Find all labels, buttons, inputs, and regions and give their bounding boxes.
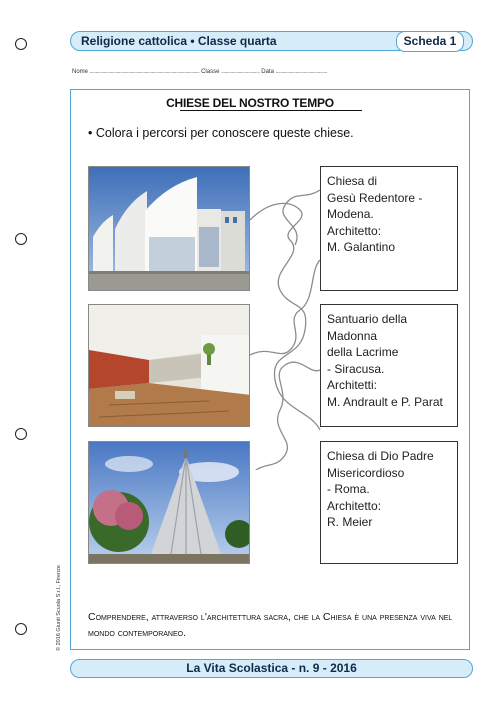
church-info-box — [320, 441, 458, 564]
binder-hole — [15, 38, 27, 50]
binder-hole — [15, 428, 27, 440]
info-line: - Siracusa. — [327, 361, 385, 376]
info-line: Architetto: — [327, 223, 382, 238]
info-line: Madonna — [327, 328, 378, 343]
info-line: Misericordioso — [327, 465, 405, 480]
sanctuary-cone-photo — [88, 441, 250, 564]
footer-bar: La Vita Scolastica - n. 9 - 2016 — [70, 659, 473, 678]
header-bar — [70, 31, 473, 51]
info-line: Gesù Redentore - — [327, 190, 423, 205]
info-line: Architetti: — [327, 378, 378, 392]
church-jubilee-photo — [88, 166, 250, 291]
name-label: Nome — [72, 69, 89, 75]
info-line: Santuario della — [327, 312, 408, 326]
church-info-box — [320, 304, 458, 427]
sheet-badge: Scheda 1 — [396, 31, 464, 52]
page-title: CHIESE DEL NOSTRO TEMPO — [166, 96, 334, 110]
student-fields: Nome .............................................................................................. Classe ................................. Data ............................................ — [72, 69, 327, 75]
subject-title: Religione cattolica • Classe quarta — [81, 34, 277, 48]
info-line: Architetto: — [327, 498, 382, 513]
info-line: M. Andrault e P. Parat — [327, 394, 443, 409]
learning-objective: Comprendere, attraverso l'architettura sacra, che la Chiesa è una presenza viva nel mondo contemporaneo. — [88, 611, 453, 639]
class-label: Classe — [201, 69, 220, 75]
church-info-box — [320, 166, 458, 291]
maze-paths — [250, 160, 322, 470]
info-line: - Roma. — [327, 482, 370, 496]
church-interior-photo — [88, 304, 250, 427]
binder-hole — [15, 623, 27, 635]
info-line: R. Meier — [327, 515, 373, 529]
info-line: Chiesa di — [327, 174, 378, 188]
title-underline — [180, 110, 362, 111]
info-line: della Lacrime — [327, 345, 399, 359]
info-line: Modena. — [327, 207, 374, 221]
binder-hole — [15, 233, 27, 245]
instruction: • Colora i percorsi per conoscere queste chiese. — [88, 126, 354, 140]
info-line: Chiesa di Dio Padre — [327, 449, 434, 463]
date-label: Data — [261, 69, 274, 75]
info-line: M. Galantino — [327, 240, 396, 254]
copyright: © 2016 Giunti Scuola S.r.l., Firenze — [56, 565, 62, 651]
